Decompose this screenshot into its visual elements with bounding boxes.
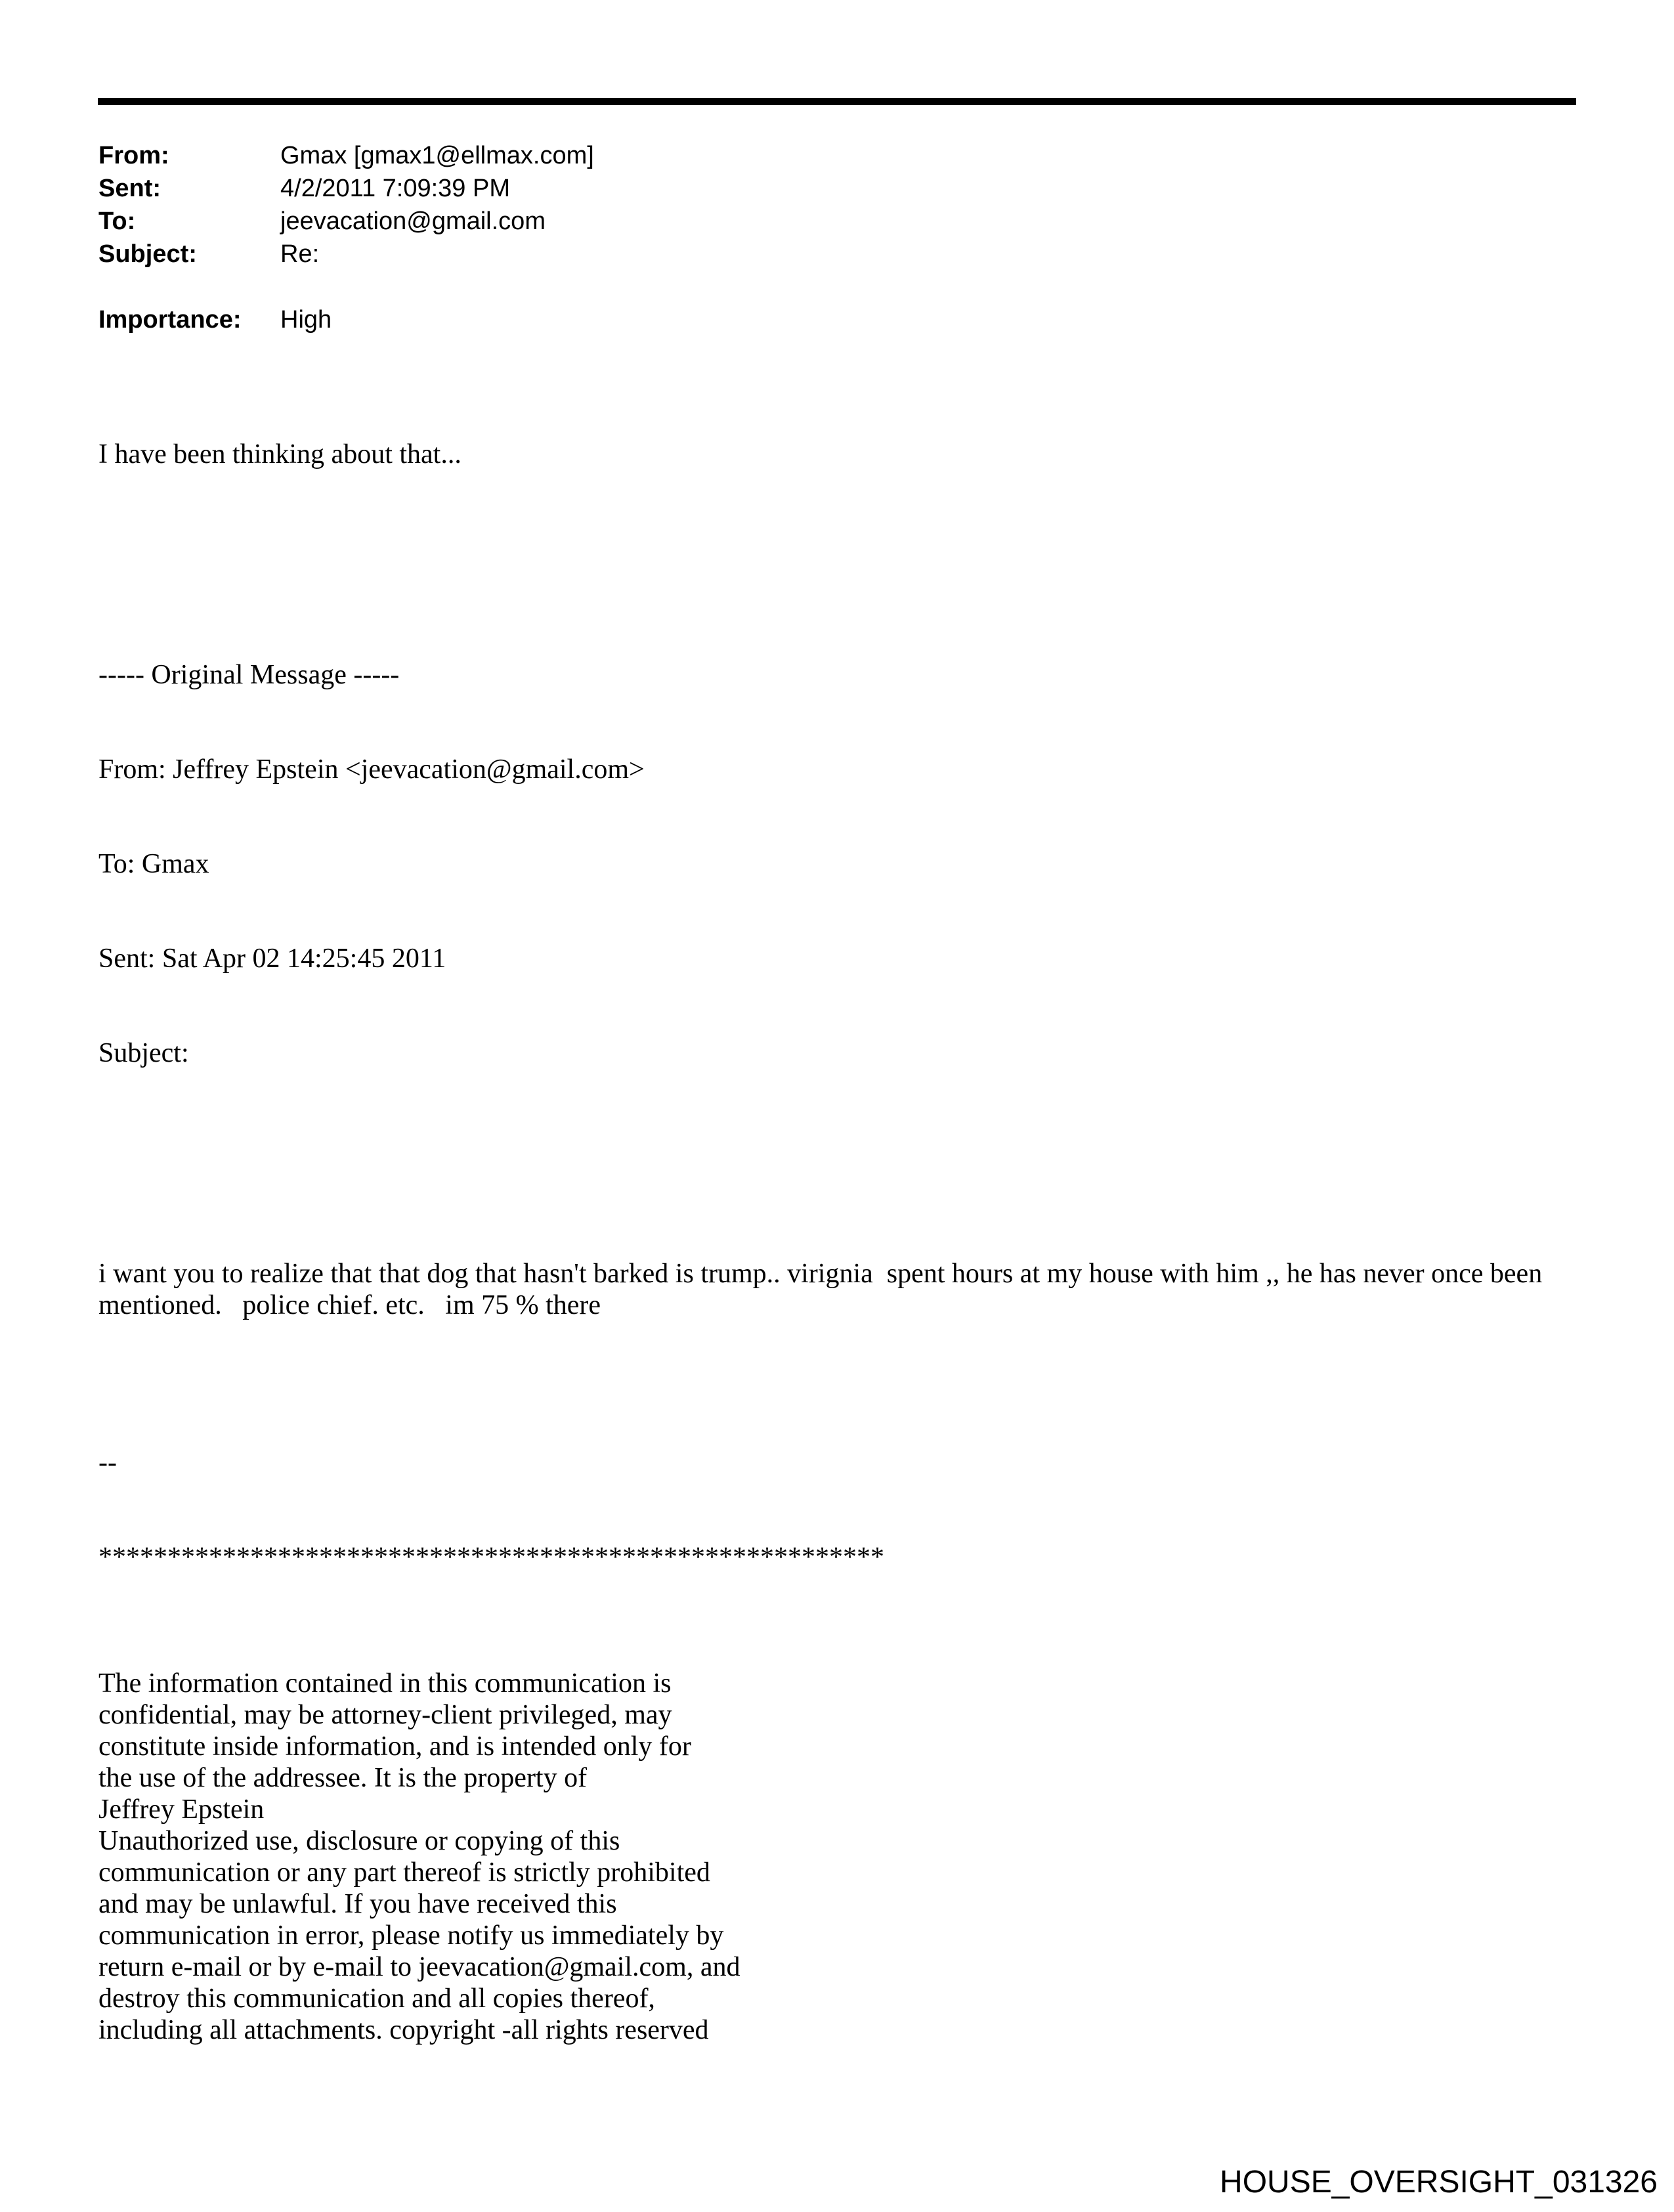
disclaimer-line: and may be unlawful. If you have received this xyxy=(98,1889,617,1919)
message-paragraph xyxy=(98,1258,1542,1321)
importance-row xyxy=(98,303,332,336)
email-header xyxy=(98,139,594,271)
disclaimer-line: communication in error, please notify us immediately by xyxy=(98,1920,724,1951)
disclaimer-block xyxy=(98,1668,1542,2046)
asterisk-divider: ********************************************************* xyxy=(98,1542,884,1572)
to-label: To: xyxy=(98,207,136,235)
bates-stamp: HOUSE_OVERSIGHT_031326 xyxy=(1220,2165,1658,2200)
original-message-from: From: Jeffrey Epstein <jeevacation@gmail.com> xyxy=(98,754,645,785)
subject-value: Re: xyxy=(280,240,320,268)
disclaimer-line: constitute inside information, and is intended only for xyxy=(98,1731,691,1762)
signature-delimiter: -- xyxy=(98,1448,117,1478)
disclaimer-line: communication or any part thereof is strictly prohibited xyxy=(98,1857,710,1888)
email-body xyxy=(98,376,1542,2109)
disclaimer-line: return e-mail or by e-mail to jeevacation@gmail.com, and xyxy=(98,1952,740,1982)
subject-label: Subject: xyxy=(98,240,197,268)
original-message-block xyxy=(98,596,1542,1132)
sent-label: Sent: xyxy=(98,175,161,202)
reply-text: I have been thinking about that... xyxy=(98,439,461,469)
original-message-subject: Subject: xyxy=(98,1038,189,1068)
original-message-separator: ----- Original Message ----- xyxy=(98,660,400,690)
disclaimer-line: The information contained in this communication is xyxy=(98,1668,672,1699)
disclaimer-line: destroy this communication and all copies thereof, xyxy=(98,1984,655,2014)
importance-value: High xyxy=(280,306,332,334)
original-message-to: To: Gmax xyxy=(98,849,209,879)
sent-value: 4/2/2011 7:09:39 PM xyxy=(280,175,510,202)
disclaimer-line: Jeffrey Epstein xyxy=(98,1794,265,1825)
disclaimer-line: Unauthorized use, disclosure or copying of this xyxy=(98,1826,620,1856)
disclaimer-line: the use of the addressee. It is the property of xyxy=(98,1763,588,1793)
importance-label: Importance: xyxy=(98,306,242,334)
disclaimer-line: confidential, may be attorney-client privileged, may xyxy=(98,1700,672,1730)
original-message-sent: Sent: Sat Apr 02 14:25:45 2011 xyxy=(98,943,446,974)
from-label: From: xyxy=(98,142,169,169)
message-line: mentioned. police chief. etc. im 75 % there xyxy=(98,1290,601,1320)
to-value: jeevacation@gmail.com xyxy=(280,207,546,235)
message-line: i want you to realize that that dog that hasn't barked is trump.. virignia spent hours at my house with him ,, he has never once been xyxy=(98,1259,1543,1289)
header-divider-rule xyxy=(98,98,1576,105)
disclaimer-line: including all attachments. copyright -all rights reserved xyxy=(98,2015,709,2045)
from-value: Gmax [gmax1@ellmax.com] xyxy=(280,142,594,169)
